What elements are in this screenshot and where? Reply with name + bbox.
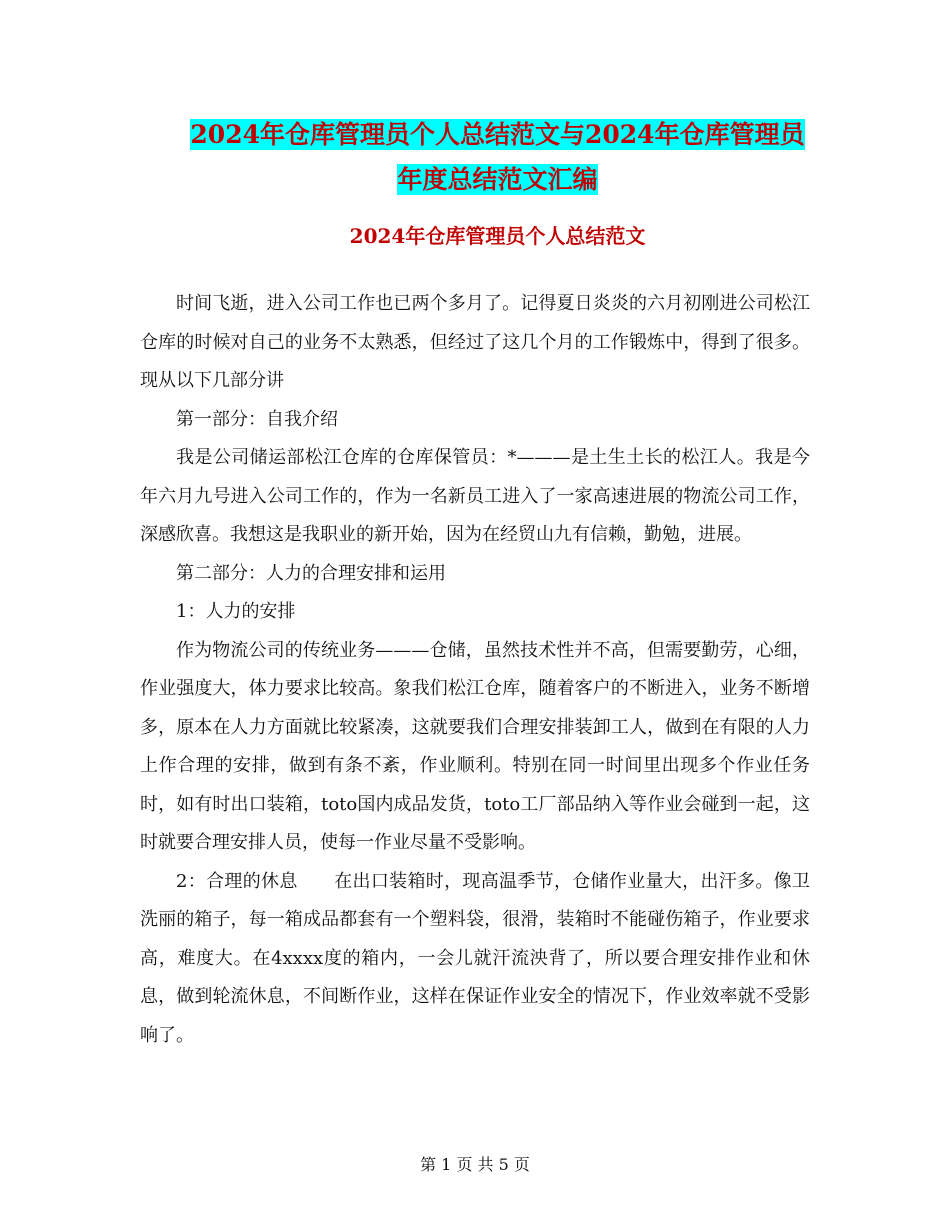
- title-line-2: 年度总结范文汇编: [397, 165, 598, 194]
- document-body: [140, 285, 810, 1055]
- section-subtitle: 2024年仓库管理员个人总结范文: [349, 224, 646, 248]
- document-title: [140, 112, 855, 202]
- title-line-1: 2024年仓库管理员个人总结范文与2024年仓库管理员: [190, 120, 805, 149]
- paragraph: 1：人力的安排: [176, 601, 296, 622]
- paragraph: 时间飞逝，进入公司工作也已两个多月了。记得夏日炎炎的六月初刚进公司松江仓库的时候对自己的业务不太熟悉，但经过了这几个月的工作锻炼中，得到了很多。现从以下几部分讲: [140, 293, 810, 391]
- page-footer: 第 1 页 共 5 页: [420, 1155, 530, 1174]
- paragraph: 第一部分：自我介绍: [176, 408, 338, 430]
- paragraph: 作为物流公司的传统业务———仓储，虽然技术性并不高，但需要勤劳，心细，作业强度大，体力要求比较高。象我们松江仓库，随着客户的不断进入，业务不断增多，原本在人力方面就比较紧凑，这就要我们合理安排装卸工人，做到在有限的人力上作合理的安排，做到有条不紊，作业顺利。特别在同一时间里出现多个作业任务时，如有时出口装箱，toto国内成品发货，toto工厂部品纳入等作业会碰到一起，这时就要合理安排人员，使每一作业尽量不受影响。: [140, 639, 810, 853]
- paragraph: 我是公司储运部松江仓库的仓库保管员：*———是土生土长的松江人。我是今年六月九号进入公司工作的，作为一名新员工进入了一家高速进展的物流公司工作，深感欣喜。我想这是我职业的新开始，因为在经贸山九有信赖，勤勉，进展。: [140, 447, 810, 545]
- paragraph: 第二部分：人力的合理安排和运用: [176, 562, 446, 584]
- paragraph: 2：合理的休息 在出口装箱时，现高温季节，仓储作业量大，出汗多。像卫洗丽的箱子，每一箱成品都套有一个塑料袋，很滑，装箱时不能碰伤箱子，作业要求高，难度大。在4xxxx度的箱内，一会儿就汗流泱背了，所以要合理安排作业和休息，做到轮流休息，不间断作业，这样在保证作业安全的情况下，作业效率就不受影响了。: [140, 870, 810, 1046]
